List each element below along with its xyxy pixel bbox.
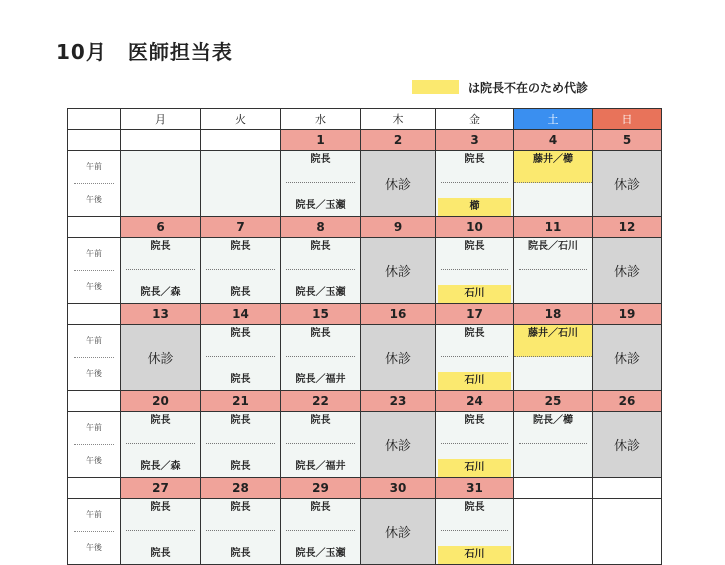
day-schedule-cell bbox=[281, 412, 361, 478]
pm-doctor-slot bbox=[121, 531, 200, 564]
date-row-label bbox=[68, 304, 121, 325]
am-label: 午前 bbox=[74, 151, 114, 184]
pm-doctor: 院長／玉瀬 bbox=[295, 548, 346, 559]
schedule-row bbox=[68, 412, 662, 478]
schedule-row bbox=[68, 151, 662, 217]
pm-doctor: 石川 bbox=[438, 546, 511, 564]
empty-day-cell bbox=[201, 151, 281, 217]
closed-day-cell: 休診 bbox=[361, 412, 436, 478]
pm-doctor-slot bbox=[281, 270, 360, 303]
closed-day-cell: 休診 bbox=[593, 238, 662, 304]
legend-text: は院長不在のため代診 bbox=[468, 80, 589, 95]
pm-doctor: 院長／玉瀬 bbox=[295, 287, 346, 298]
pm-label: 午後 bbox=[86, 456, 102, 465]
am-doctor: 院長 bbox=[441, 499, 508, 531]
day-schedule-cell bbox=[201, 325, 281, 391]
date-number bbox=[514, 478, 593, 499]
closed-day-cell: 休診 bbox=[593, 151, 662, 217]
date-number: 23 bbox=[361, 391, 436, 412]
day-schedule-cell bbox=[436, 151, 514, 217]
pm-doctor-slot bbox=[281, 357, 360, 390]
pm-doctor: 院長 bbox=[150, 548, 171, 559]
pm-doctor-slot bbox=[201, 270, 280, 303]
day-schedule-cell bbox=[281, 499, 361, 565]
closed-day-cell: 休診 bbox=[593, 325, 662, 391]
session-labels bbox=[68, 499, 121, 565]
pm-doctor: 院長／福井 bbox=[295, 461, 346, 472]
date-number: 16 bbox=[361, 304, 436, 325]
date-row bbox=[68, 391, 662, 412]
day-schedule-cell bbox=[201, 499, 281, 565]
am-doctor: 院長 bbox=[126, 238, 195, 270]
date-row bbox=[68, 478, 662, 499]
session-labels bbox=[68, 151, 121, 217]
date-number: 21 bbox=[201, 391, 281, 412]
schedule-table bbox=[67, 108, 662, 565]
closed-day-cell: 休診 bbox=[361, 325, 436, 391]
closed-day-cell: 休診 bbox=[593, 412, 662, 478]
day-schedule-cell bbox=[121, 499, 201, 565]
pm-doctor: 院長 bbox=[230, 548, 251, 559]
pm-doctor: 院長 bbox=[230, 374, 251, 385]
date-number: 26 bbox=[593, 391, 662, 412]
date-number: 30 bbox=[361, 478, 436, 499]
am-doctor: 院長／櫛 bbox=[519, 412, 587, 444]
pm-doctor: 院長／森 bbox=[140, 461, 181, 472]
pm-doctor-slot bbox=[121, 270, 200, 303]
day-schedule-cell bbox=[436, 325, 514, 391]
am-doctor: 院長 bbox=[206, 412, 275, 444]
pm-doctor: 石川 bbox=[438, 372, 511, 390]
weekday-tue: 火 bbox=[201, 109, 281, 130]
am-doctor: 藤井／石川 bbox=[514, 325, 592, 357]
closed-day-cell: 休診 bbox=[361, 499, 436, 565]
day-schedule-cell bbox=[514, 238, 593, 304]
date-number: 27 bbox=[121, 478, 201, 499]
pm-doctor: 院長／森 bbox=[140, 287, 181, 298]
date-number bbox=[593, 478, 662, 499]
am-doctor: 院長 bbox=[441, 238, 508, 270]
am-doctor: 院長 bbox=[206, 499, 275, 531]
date-number: 24 bbox=[436, 391, 514, 412]
pm-label: 午後 bbox=[86, 195, 102, 204]
day-schedule-cell bbox=[121, 412, 201, 478]
pm-doctor-slot bbox=[514, 444, 592, 477]
day-schedule-cell bbox=[201, 238, 281, 304]
pm-doctor-slot bbox=[436, 444, 513, 477]
am-doctor: 院長 bbox=[286, 499, 355, 531]
pm-label: 午後 bbox=[86, 282, 102, 291]
date-row-label bbox=[68, 478, 121, 499]
am-doctor: 院長 bbox=[286, 151, 355, 183]
weekday-mon: 月 bbox=[121, 109, 201, 130]
date-number: 12 bbox=[593, 217, 662, 238]
pm-doctor-slot bbox=[281, 444, 360, 477]
date-number: 4 bbox=[514, 130, 593, 151]
pm-doctor-slot bbox=[281, 183, 360, 216]
date-number: 3 bbox=[436, 130, 514, 151]
date-number: 29 bbox=[281, 478, 361, 499]
date-number: 2 bbox=[361, 130, 436, 151]
session-labels bbox=[68, 325, 121, 391]
am-doctor: 院長 bbox=[441, 325, 508, 357]
day-schedule-cell bbox=[281, 238, 361, 304]
pm-doctor-slot bbox=[201, 531, 280, 564]
am-doctor: 院長 bbox=[286, 412, 355, 444]
pm-doctor: 石川 bbox=[438, 285, 511, 303]
header-corner bbox=[68, 109, 121, 130]
pm-doctor: 院長 bbox=[230, 461, 251, 472]
day-schedule-cell bbox=[514, 325, 593, 391]
empty-day-cell bbox=[593, 499, 662, 565]
pm-doctor-slot bbox=[281, 531, 360, 564]
date-number: 11 bbox=[514, 217, 593, 238]
am-doctor: 院長 bbox=[126, 499, 195, 531]
date-number: 28 bbox=[201, 478, 281, 499]
weekday-thu: 木 bbox=[361, 109, 436, 130]
am-label: 午前 bbox=[74, 238, 114, 271]
date-row-label bbox=[68, 217, 121, 238]
pm-doctor: 院長 bbox=[230, 287, 251, 298]
session-labels bbox=[68, 412, 121, 478]
pm-doctor-slot bbox=[514, 357, 592, 390]
date-number: 1 bbox=[281, 130, 361, 151]
pm-doctor-slot bbox=[201, 444, 280, 477]
date-number: 15 bbox=[281, 304, 361, 325]
date-number: 31 bbox=[436, 478, 514, 499]
date-number: 19 bbox=[593, 304, 662, 325]
am-label: 午前 bbox=[74, 325, 114, 358]
am-doctor: 院長 bbox=[206, 325, 275, 357]
closed-day-cell: 休診 bbox=[361, 238, 436, 304]
am-doctor: 院長 bbox=[126, 412, 195, 444]
am-label: 午前 bbox=[74, 412, 114, 445]
date-row bbox=[68, 304, 662, 325]
day-schedule-cell bbox=[281, 325, 361, 391]
date-number: 22 bbox=[281, 391, 361, 412]
pm-doctor-slot bbox=[514, 270, 592, 303]
pm-doctor: 櫛 bbox=[438, 198, 511, 216]
schedule-row bbox=[68, 499, 662, 565]
pm-doctor-slot bbox=[436, 183, 513, 216]
date-number bbox=[201, 130, 281, 151]
day-schedule-cell bbox=[201, 412, 281, 478]
day-schedule-cell bbox=[436, 499, 514, 565]
am-doctor: 院長 bbox=[206, 238, 275, 270]
date-number: 25 bbox=[514, 391, 593, 412]
page-title: 10月 医師担当表 bbox=[56, 40, 233, 64]
am-doctor: 院長 bbox=[441, 412, 508, 444]
schedule-row bbox=[68, 325, 662, 391]
date-number: 9 bbox=[361, 217, 436, 238]
pm-doctor-slot bbox=[436, 270, 513, 303]
date-number: 8 bbox=[281, 217, 361, 238]
date-number: 20 bbox=[121, 391, 201, 412]
date-number: 5 bbox=[593, 130, 662, 151]
am-doctor: 院長 bbox=[441, 151, 508, 183]
pm-label: 午後 bbox=[86, 543, 102, 552]
date-row-label bbox=[68, 391, 121, 412]
date-number: 17 bbox=[436, 304, 514, 325]
day-schedule-cell bbox=[436, 412, 514, 478]
pm-doctor: 院長／玉瀬 bbox=[295, 200, 346, 211]
legend-swatch bbox=[412, 80, 459, 94]
legend bbox=[412, 78, 588, 96]
day-schedule-cell bbox=[514, 412, 593, 478]
date-number: 18 bbox=[514, 304, 593, 325]
date-number: 14 bbox=[201, 304, 281, 325]
pm-doctor: 石川 bbox=[438, 459, 511, 477]
weekday-fri: 金 bbox=[436, 109, 514, 130]
weekday-sat: 土 bbox=[514, 109, 593, 130]
session-labels bbox=[68, 238, 121, 304]
empty-day-cell bbox=[121, 151, 201, 217]
am-label: 午前 bbox=[74, 499, 114, 532]
pm-doctor-slot bbox=[514, 183, 592, 216]
closed-day-cell: 休診 bbox=[121, 325, 201, 391]
date-number bbox=[121, 130, 201, 151]
pm-doctor-slot bbox=[436, 357, 513, 390]
weekday-wed: 水 bbox=[281, 109, 361, 130]
day-schedule-cell bbox=[436, 238, 514, 304]
pm-doctor-slot bbox=[436, 531, 513, 564]
day-schedule-cell bbox=[121, 238, 201, 304]
weekday-sun: 日 bbox=[593, 109, 662, 130]
pm-doctor-slot bbox=[121, 444, 200, 477]
date-number: 10 bbox=[436, 217, 514, 238]
schedule-row bbox=[68, 238, 662, 304]
weekday-header-row bbox=[68, 109, 662, 130]
am-doctor: 藤井／櫛 bbox=[514, 151, 592, 183]
day-schedule-cell bbox=[281, 151, 361, 217]
date-number: 7 bbox=[201, 217, 281, 238]
pm-doctor-slot bbox=[201, 357, 280, 390]
date-row-label bbox=[68, 130, 121, 151]
am-doctor: 院長 bbox=[286, 238, 355, 270]
date-number: 6 bbox=[121, 217, 201, 238]
closed-day-cell: 休診 bbox=[361, 151, 436, 217]
date-row bbox=[68, 217, 662, 238]
am-doctor: 院長 bbox=[286, 325, 355, 357]
empty-day-cell bbox=[514, 499, 593, 565]
pm-doctor: 院長／福井 bbox=[295, 374, 346, 385]
pm-label: 午後 bbox=[86, 369, 102, 378]
am-doctor: 院長／石川 bbox=[519, 238, 587, 270]
date-number: 13 bbox=[121, 304, 201, 325]
date-row bbox=[68, 130, 662, 151]
day-schedule-cell bbox=[514, 151, 593, 217]
